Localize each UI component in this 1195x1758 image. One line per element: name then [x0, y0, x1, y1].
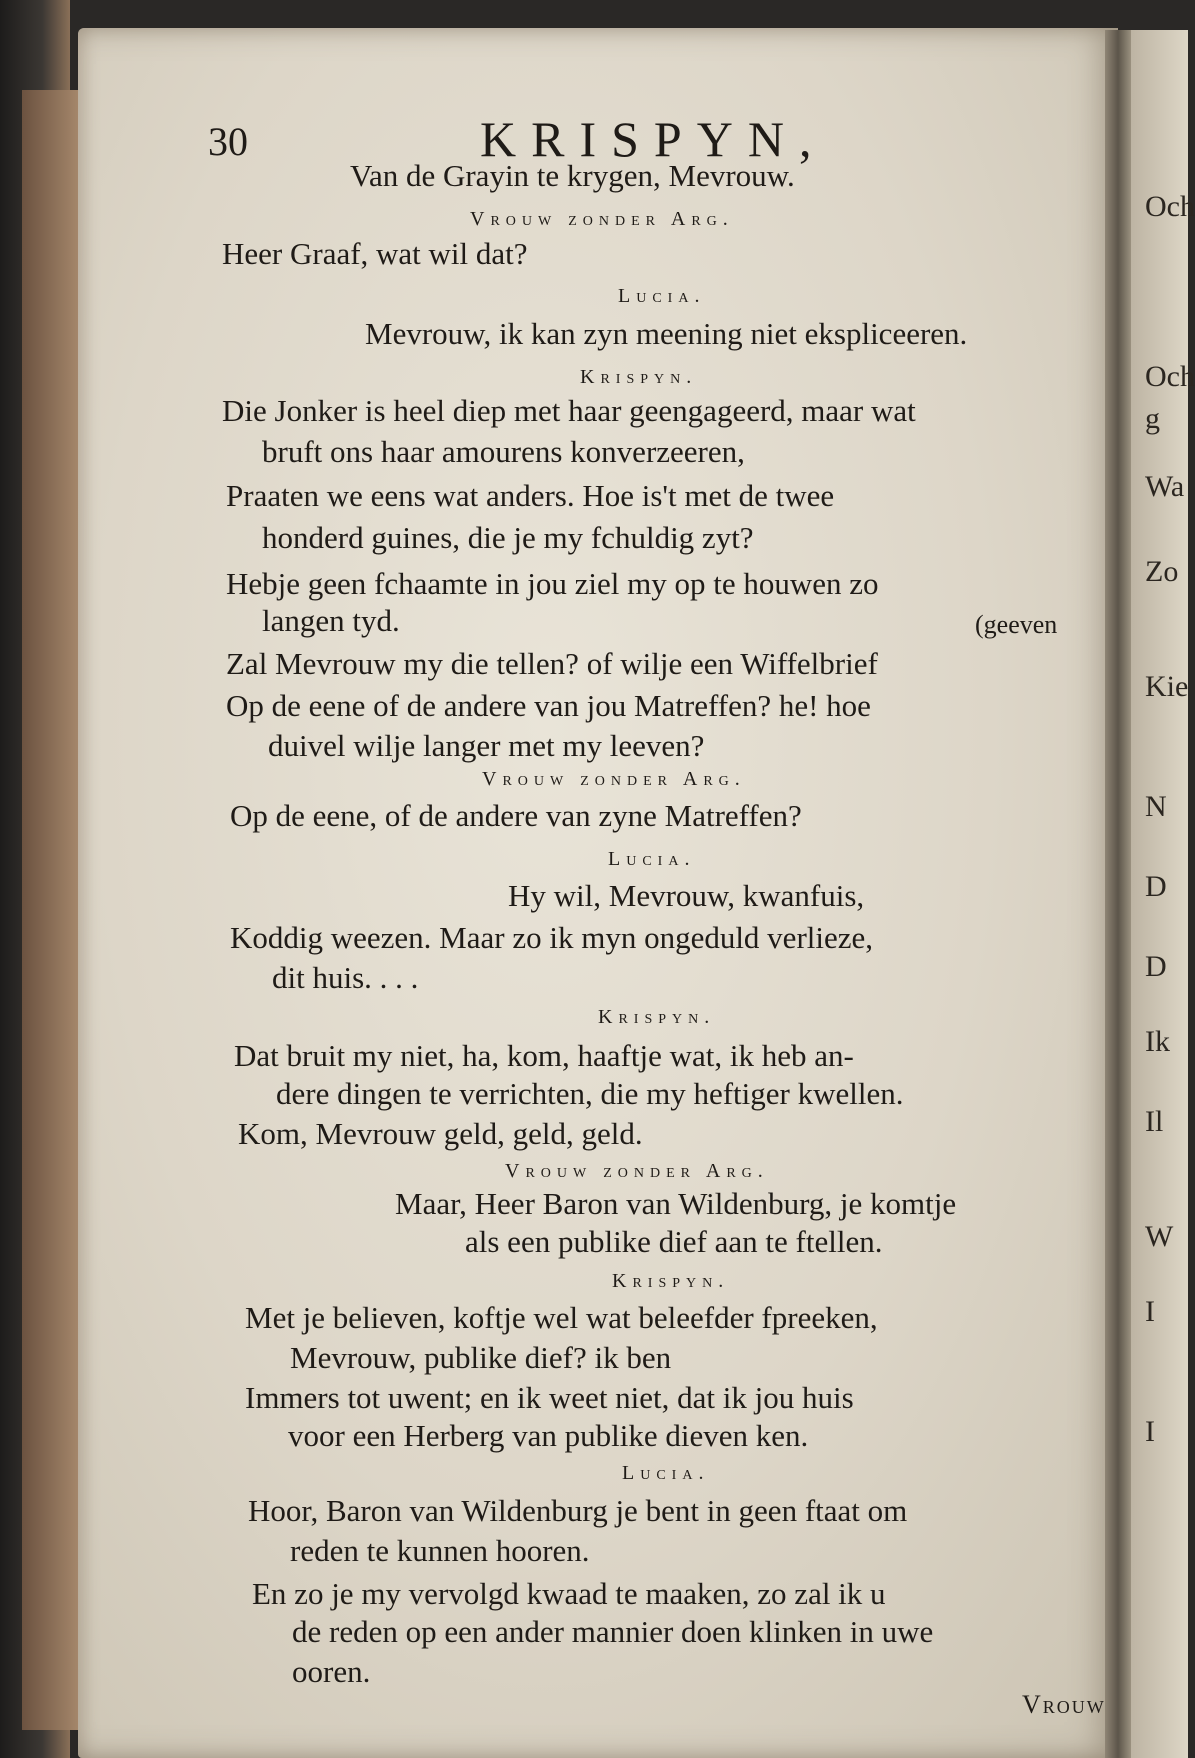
verse-line: honderd guines, die je my fchuldig zyt?: [262, 520, 754, 555]
speaker-name: Lucia.: [622, 1462, 710, 1484]
verse-line: Zal Mevrouw my die tellen? of wilje een Wiffelbrief: [226, 646, 878, 681]
verse-line: de reden op een ander mannier doen klinken in uwe: [292, 1614, 934, 1649]
speaker-name: Vrouw zonder Arg.: [482, 768, 746, 790]
verse-line: Koddig weezen. Maar zo ik myn ongeduld verlieze,: [230, 920, 874, 955]
facing-page-fragment: Wa: [1145, 470, 1185, 503]
catchword: Vrouw: [1022, 1690, 1106, 1719]
verse-line: dere dingen te verrichten, die my heftiger kwellen.: [276, 1076, 904, 1111]
speaker-name: Krispyn.: [598, 1006, 716, 1028]
verse-line: Mevrouw, publike dief? ik ben: [290, 1340, 672, 1375]
verse-line: Mevrouw, ik kan zyn meening niet ekspliceeren.: [365, 316, 968, 351]
book-gutter: [1105, 30, 1131, 1758]
verse-line: Praaten we eens wat anders. Hoe is't met de twee: [226, 478, 835, 513]
facing-page-edge: [1131, 30, 1195, 1758]
verse-line: Op de eene, of de andere van zyne Matreffen?: [230, 798, 802, 833]
verse-line: Hy wil, Mevrouw, kwanfuis,: [508, 878, 865, 913]
speaker-name: Lucia.: [618, 285, 706, 307]
verse-line: Op de eene of de andere van jou Matreffen? he! hoe: [226, 688, 871, 723]
facing-page-fragment: W: [1145, 1220, 1174, 1253]
verse-line: Heer Graaf, wat wil dat?: [222, 236, 528, 271]
verse-line: Hebje geen fchaamte in jou ziel my op te houwen zo: [226, 566, 879, 601]
verse-line: Maar, Heer Baron van Wildenburg, je komtje: [395, 1186, 957, 1221]
speaker-name: Krispyn.: [612, 1270, 730, 1292]
facing-page-fragment: N: [1145, 790, 1167, 823]
verse-line: Met je believen, koftje wel wat beleefder fpreeken,: [245, 1300, 878, 1335]
book-cover-edge: [22, 90, 78, 1730]
running-head: KRISPYN,: [480, 111, 827, 167]
verse-line: langen tyd.: [262, 603, 400, 638]
facing-page-fragment: Och: [1145, 190, 1195, 223]
verse-line: reden te kunnen hooren.: [290, 1533, 590, 1568]
verse-line: Van de Grayin te krygen, Mevrouw.: [350, 158, 795, 193]
verse-line: Immers tot uwent; en ik weet niet, dat ik jou huis: [245, 1380, 854, 1415]
verse-line: duivel wilje langer met my leeven?: [268, 728, 705, 763]
verse-line: als een publike dief aan te ftellen.: [465, 1224, 883, 1259]
verse-line: Kom, Mevrouw geld, geld, geld.: [238, 1116, 643, 1151]
facing-page-fragment: Kie: [1145, 670, 1189, 703]
facing-page-fragment: D: [1145, 950, 1167, 983]
verse-line: dit huis. . . .: [272, 960, 419, 995]
speaker-name: Krispyn.: [580, 366, 698, 388]
verse-line: Dat bruit my niet, ha, kom, haaftje wat, ik heb an-: [234, 1038, 854, 1073]
facing-page-fragment: I: [1145, 1415, 1155, 1448]
facing-page-fragment: g: [1145, 402, 1160, 435]
facing-page-fragment: D: [1145, 870, 1167, 903]
verse-line: Hoor, Baron van Wildenburg je bent in geen ftaat om: [248, 1493, 908, 1528]
speaker-name: Lucia.: [608, 848, 696, 870]
speaker-name: Vrouw zonder Arg.: [505, 1160, 769, 1182]
facing-page-fragment: Zo: [1145, 555, 1179, 588]
turnover-word: (geeven: [975, 610, 1058, 639]
facing-page-fragment: I: [1145, 1295, 1155, 1328]
verse-line: Die Jonker is heel diep met haar geengageerd, maar wat: [222, 393, 916, 428]
verse-line: ooren.: [292, 1654, 371, 1689]
verse-line: bruft ons haar amourens konverzeeren,: [262, 434, 745, 469]
page-number: 30: [208, 119, 248, 164]
verse-line: En zo je my vervolgd kwaad te maaken, zo zal ik u: [252, 1576, 886, 1611]
verse-line: voor een Herberg van publike dieven ken.: [288, 1418, 809, 1453]
facing-page-fragment: Ik: [1145, 1025, 1170, 1058]
speaker-name: Vrouw zonder Arg.: [470, 208, 734, 230]
facing-page-fragment: Och: [1145, 360, 1195, 393]
facing-page-fragment: Il: [1145, 1105, 1164, 1138]
